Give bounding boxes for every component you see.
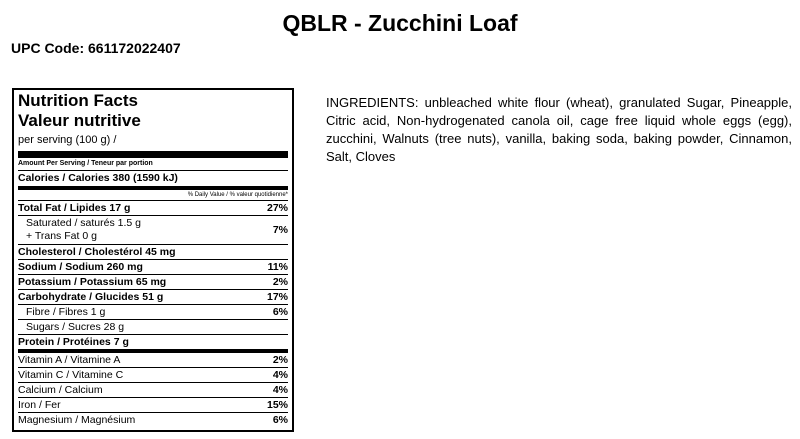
potassium-pct: 2% [272, 275, 288, 288]
iron-row [18, 398, 288, 413]
product-title: QBLR - Zucchini Loaf [282, 10, 518, 36]
potassium-label: Potassium / Potassium 65 mg [18, 275, 167, 288]
vitamin-c-label: Vitamin C / Vitamine C [18, 368, 124, 381]
vitamin-c-pct: 4% [272, 368, 288, 381]
serving-size: per serving (100 g) / [18, 134, 288, 158]
nutrition-facts-panel [12, 88, 294, 432]
sugars-label: Sugars / Sucres 28 g [26, 320, 125, 333]
calcium-pct: 4% [272, 383, 288, 396]
saturated-fat-label: Saturated / saturés 1.5 g [26, 217, 141, 229]
nutrition-title-fr: Valeur nutritive [18, 111, 141, 130]
sodium-row [18, 260, 288, 275]
calories-label: Calories / Calories 380 (1590 kJ) [18, 172, 178, 184]
vitamin-a-pct: 2% [272, 353, 288, 366]
daily-value-header: % Daily Value / % valeur quotidienne* [18, 190, 288, 201]
total-fat-row [18, 201, 288, 216]
protein-row [18, 335, 288, 353]
amount-header: Amount Per Serving / Teneur par portion [18, 158, 288, 171]
sodium-label: Sodium / Sodium 260 mg [18, 260, 143, 273]
calories-row [18, 171, 288, 190]
ingredients-text: INGREDIENTS: unbleached white flour (wheat), granulated Sugar, Pineapple, Citric acid, Non-hydrogenated canola oil, cage free liquid whole eggs (egg), zucchini, Walnuts (tree nuts), vanilla, baking soda, baking powder, Cinnamon, Salt, Cloves [326, 95, 792, 164]
calcium-label: Calcium / Calcium [18, 383, 103, 396]
total-fat-label: Total Fat / Lipides 17 g [18, 201, 131, 214]
carbohydrate-row [18, 290, 288, 305]
fibre-label: Fibre / Fibres 1 g [26, 305, 106, 318]
iron-pct: 15% [266, 398, 288, 411]
vitamin-a-label: Vitamin A / Vitamine A [18, 353, 121, 366]
cholesterol-row [18, 245, 288, 260]
saturated-fat-pct: 7% [272, 224, 288, 236]
total-fat-pct: 27% [266, 201, 288, 214]
fibre-pct: 6% [272, 305, 288, 318]
potassium-row [18, 275, 288, 290]
protein-label: Protein / Protéines 7 g [18, 335, 129, 348]
carbohydrate-pct: 17% [266, 290, 288, 303]
sodium-pct: 11% [267, 260, 288, 273]
iron-label: Iron / Fer [18, 398, 61, 411]
magnesium-pct: 6% [272, 413, 288, 426]
vitamin-a-row [18, 353, 288, 368]
fibre-row [18, 305, 288, 320]
nutrition-title-en: Nutrition Facts [18, 91, 138, 110]
cholesterol-label: Cholesterol / Cholestérol 45 mg [18, 245, 176, 258]
magnesium-row [18, 413, 288, 427]
upc-code: UPC Code: 661172022407 [11, 40, 181, 56]
sugars-row [18, 320, 288, 335]
vitamin-c-row [18, 368, 288, 383]
carbohydrate-label: Carbohydrate / Glucides 51 g [18, 290, 164, 303]
trans-fat-label: + Trans Fat 0 g [26, 230, 97, 242]
saturated-fat-row [18, 216, 288, 245]
calcium-row [18, 383, 288, 398]
magnesium-label: Magnesium / Magnésium [18, 413, 136, 426]
